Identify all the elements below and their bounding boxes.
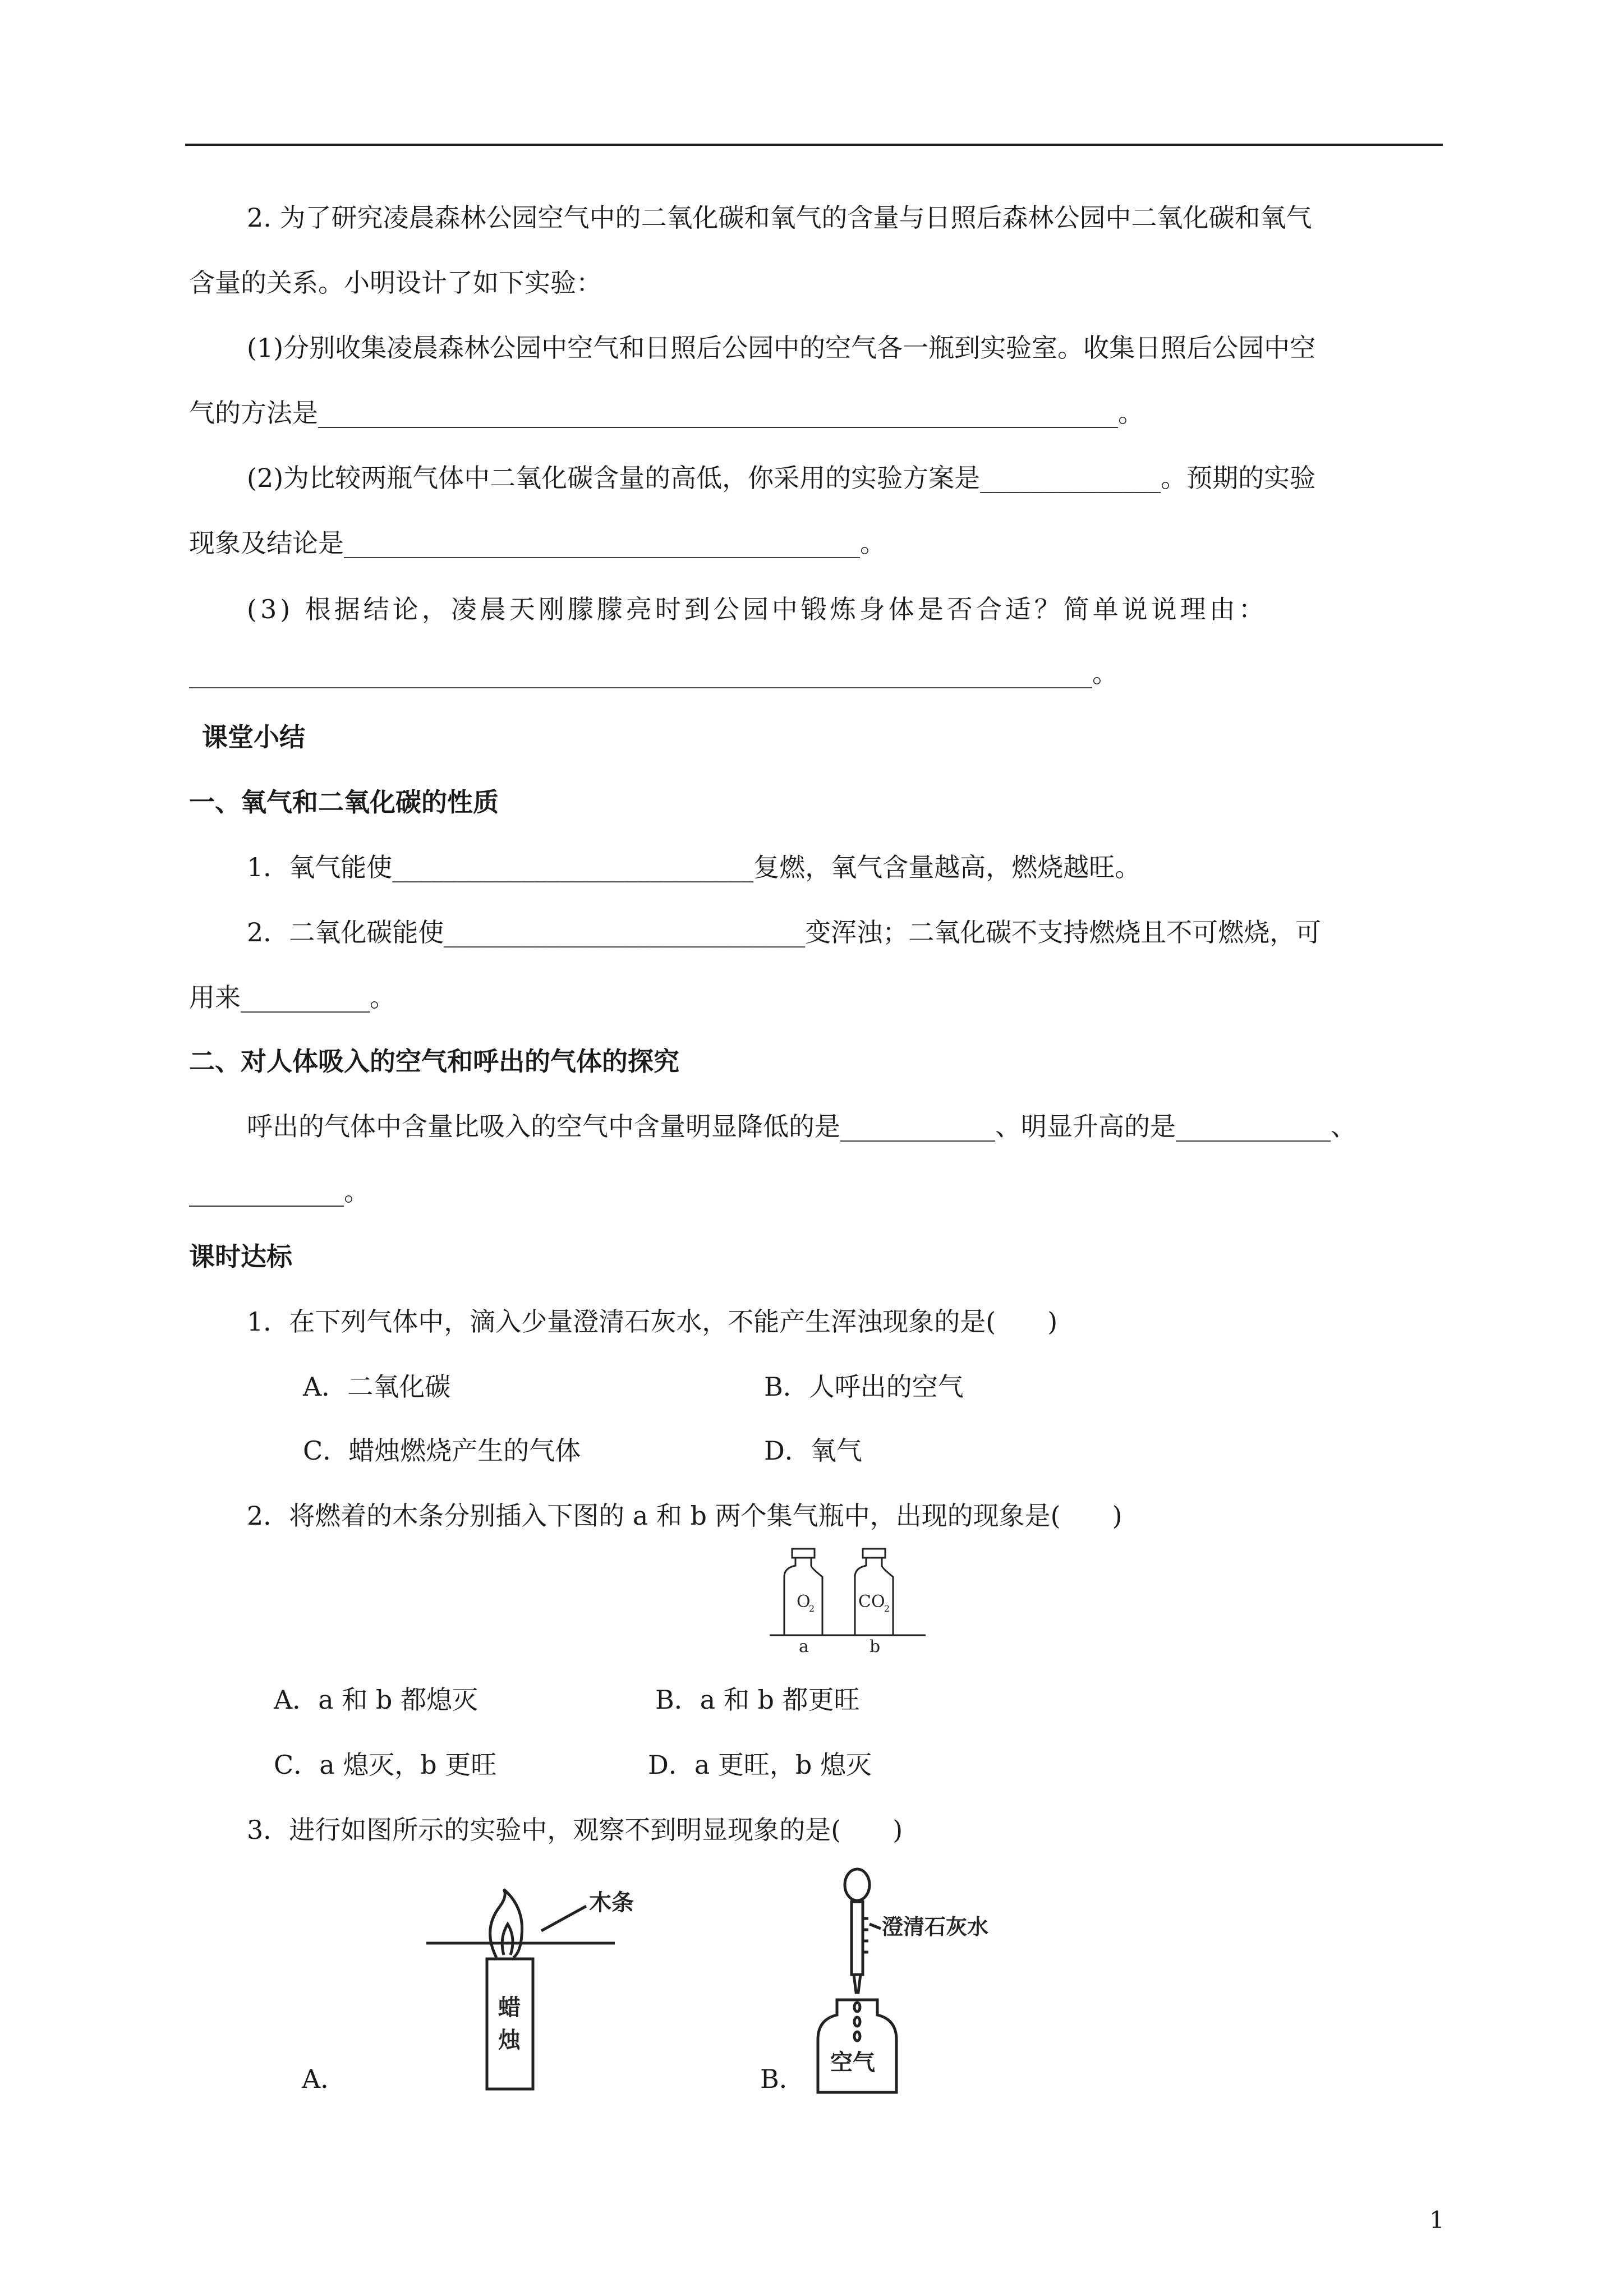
practice-q2-option-a: A．a 和 b 都熄灭 <box>274 1685 478 1715</box>
practice-q1-option-d: D．氧气 <box>764 1435 862 1466</box>
summary-section1-item1: 1．氧气能使____________________________复燃，氧气含量越高，燃烧越旺。 <box>247 852 1141 882</box>
candle-inner-flame <box>502 1924 513 1955</box>
practice-q1-option-c: C．蜡烛燃烧产生的气体 <box>303 1435 581 1466</box>
dropper-tube <box>852 1902 863 1975</box>
candle-label-1: 蜡 <box>498 1994 521 2021</box>
bottle-b-letter: b <box>869 1637 881 1657</box>
drop-1 <box>854 2003 860 2012</box>
bottle-a-stopper <box>792 1549 815 1558</box>
q2-sub1-line1: (1)分别收集凌晨森林公园中空气和日照后公园中的空气各一瓶到实验室。收集日照后公园中空 <box>247 333 1316 363</box>
practice-heading: 课时达标 <box>189 1241 292 1272</box>
practice-q1-stem: 1．在下列气体中，滴入少量澄清石灰水，不能产生浑浊现象的是( ) <box>247 1306 1058 1337</box>
summary-section2-line1: 呼出的气体中含量比吸入的空气中含量明显降低的是____________、明显升高的是____________、 <box>247 1111 1356 1142</box>
stick-label: 木条 <box>589 1889 634 1916</box>
practice-q1-option-b: B．人呼出的空气 <box>764 1372 964 1402</box>
figure-b-option: B． <box>760 2064 805 2094</box>
air-bottle <box>818 2000 896 2092</box>
candle-label-2: 烛 <box>498 2027 521 2053</box>
summary-section1-heading: 一、氧气和二氧化碳的性质 <box>189 787 499 817</box>
bottle-b-stopper <box>863 1549 885 1558</box>
drop-3 <box>854 2032 860 2041</box>
q2-sub3-line2: ______________________________________________________________________。 <box>189 658 1118 688</box>
candle-body <box>487 1959 533 2089</box>
bottle-b-gas-label: CO <box>858 1592 885 1612</box>
summary-section2-heading: 二、对人体吸入的空气和呼出的气体的探究 <box>189 1046 679 1076</box>
stick-pointer <box>541 1906 586 1931</box>
dropper-bulb <box>845 1869 869 1901</box>
limewater-pointer <box>869 1924 881 1929</box>
bottle-a-gas-label: O <box>797 1592 811 1612</box>
limewater-figure <box>802 1862 1027 2098</box>
gas-bottles-figure <box>763 1545 931 1658</box>
practice-q1-option-a: A．二氧化碳 <box>303 1372 451 1402</box>
candle-flame <box>490 1889 522 1958</box>
candle-figure <box>415 1885 662 2098</box>
q2-sub2-line2: 现象及结论是________________________________________。 <box>189 528 886 558</box>
page-number: 1 <box>1429 2206 1444 2234</box>
practice-q2-option-c: C．a 熄灭，b 更旺 <box>274 1750 497 1780</box>
q2-line1: 2. 为了研究凌晨森林公园空气中的二氧化碳和氧气的含量与日照后森林公园中二氧化碳和氧气 <box>247 203 1312 233</box>
summary-section1-item2-line1: 2．二氧化碳能使____________________________变浑浊；二氧化碳不支持燃烧且不可燃烧，可 <box>247 917 1322 947</box>
q2-line2: 含量的关系。小明设计了如下实验： <box>189 268 602 298</box>
practice-q2-option-b: B．a 和 b 都更旺 <box>655 1685 860 1715</box>
q2-sub3-line1: (3) 根据结论，凌晨天刚朦朦亮时到公园中锻炼身体是否合适？简单说说理由： <box>247 594 1268 624</box>
bottle-a-letter: a <box>799 1637 809 1657</box>
bottle-a-gas-subscript: 2 <box>809 1603 815 1614</box>
summary-section1-item2-line2: 用来__________。 <box>189 982 395 1013</box>
bottle-b-gas-subscript: 2 <box>884 1603 890 1614</box>
q2-sub1-line2: 气的方法是______________________________________________________________。 <box>189 398 1144 428</box>
drop-2 <box>854 2017 860 2026</box>
practice-q2-stem: 2．将燃着的木条分别插入下图的 a 和 b 两个集气瓶中，出现的现象是( ) <box>247 1501 1122 1531</box>
summary-section2-line2: ____________。 <box>189 1176 370 1207</box>
practice-q2-option-d: D．a 更旺，b 熄灭 <box>648 1750 872 1780</box>
q2-sub2-line1: (2)为比较两瓶气体中二氧化碳含量的高低，你采用的实验方案是______________。预期的实验 <box>247 463 1316 493</box>
air-label: 空气 <box>830 2049 875 2076</box>
limewater-label: 澄清石灰水 <box>882 1914 989 1939</box>
practice-q3-stem: 3．进行如图所示的实验中，观察不到明显现象的是( ) <box>247 1815 903 1845</box>
summary-heading: 课堂小结 <box>202 722 305 752</box>
figure-a-option: A． <box>302 2064 347 2094</box>
header-rule <box>185 144 1443 146</box>
